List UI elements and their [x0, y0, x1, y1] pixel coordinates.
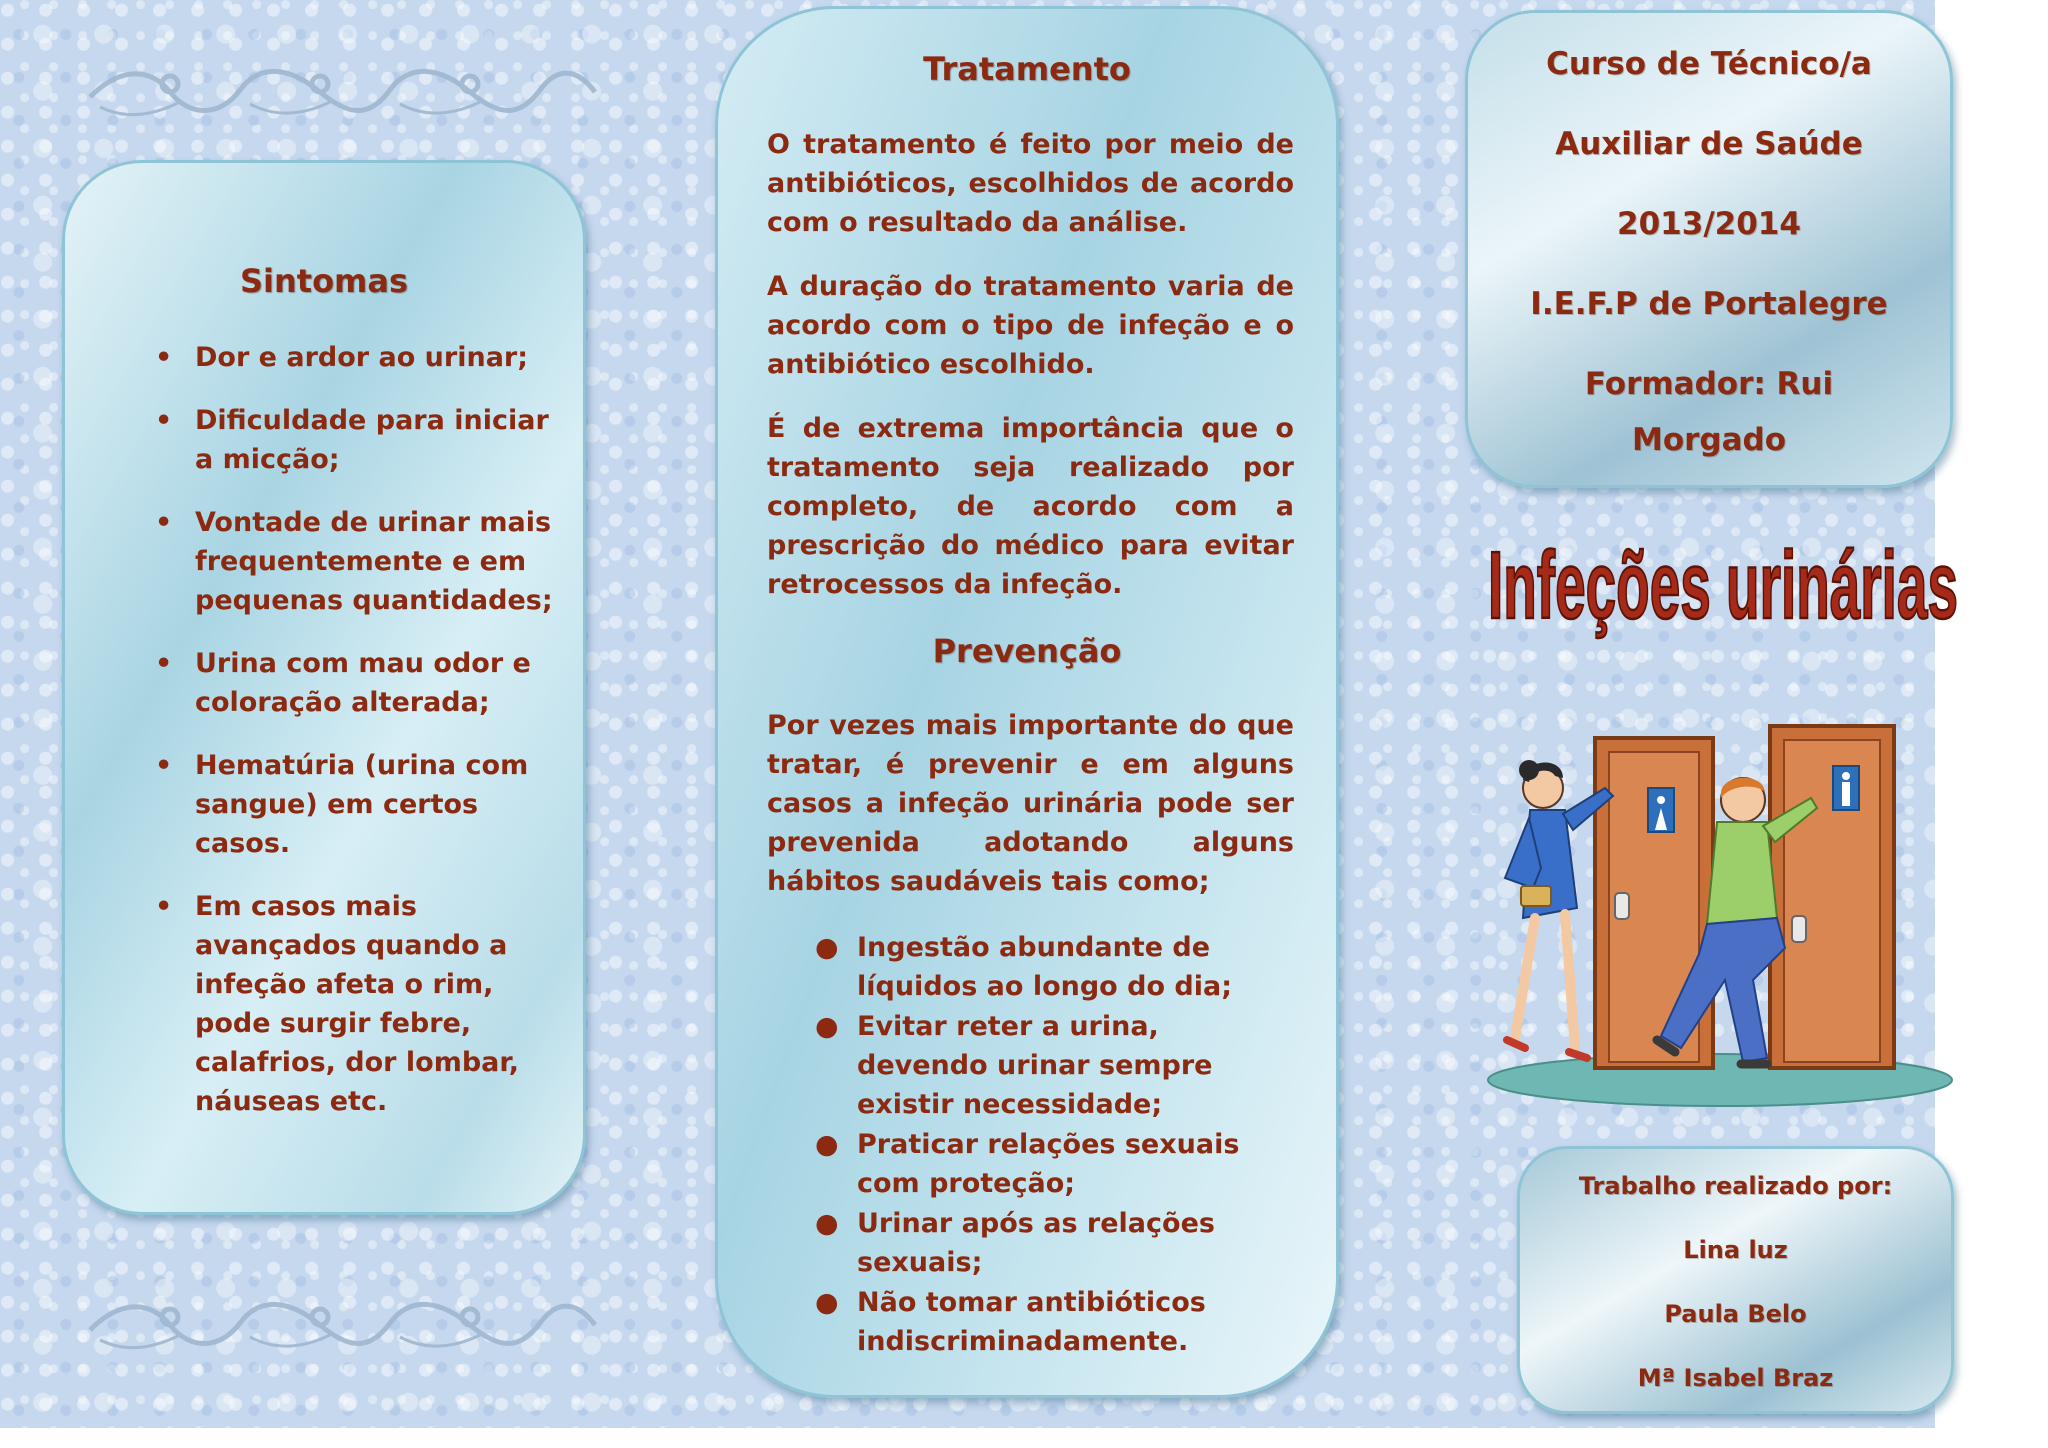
ornament-swirl-bottom-icon — [80, 1295, 600, 1355]
list-item: ● Ingestão abundante de líquidos ao longo do dia; — [815, 932, 1233, 1002]
treatment-paragraph-3: É de extrema importância que o tratamento seja realizado por completo, de acordo com a prescrição do médico para evitar retrocessos da infeção. — [767, 413, 1294, 600]
list-item: • Urina com mau odor e coloração alterada; — [155, 648, 531, 718]
course-name-line-2: Auxiliar de Saúde — [1555, 126, 1863, 162]
course-name-line-1: Curso de Técnico/a — [1546, 46, 1872, 82]
list-item: ● Evitar reter a urina, devendo urinar sempre existir necessidade; — [815, 1011, 1213, 1120]
institution: I.E.F.P de Portalegre — [1530, 286, 1888, 322]
toilet-doors-illustration-icon — [1485, 718, 1955, 1108]
trainer-line-1: Formador: Rui — [1584, 366, 1834, 402]
treatment-paragraph-2: A duração do tratamento varia de acordo com o tipo de infeção e o antibiótico escolhido. — [767, 271, 1294, 380]
author-1: Lina luz — [1683, 1236, 1788, 1264]
course-year: 2013/2014 — [1617, 206, 1801, 242]
symptoms-heading: Sintomas — [239, 262, 409, 300]
ornament-swirl-top-icon — [80, 62, 600, 122]
list-item: • Em casos mais avançados quando a infeção afeta o rim, pode surgir febre, calafrios, dor lombar, náuseas etc. — [155, 891, 519, 1117]
list-item: • Hematúria (urina com sangue) em certos casos. — [155, 750, 529, 859]
trainer-line-2: Morgado — [1631, 422, 1787, 458]
prevention-intro: Por vezes mais importante do que tratar, é prevenir e em alguns casos a infeção urinária pode ser prevenida adotando alguns hábitos saudáveis tais como; — [767, 710, 1294, 897]
list-item: • Vontade de urinar mais frequentemente e em pequenas quantidades; — [155, 507, 553, 616]
list-item: ● Praticar relações sexuais com proteção; — [815, 1129, 1240, 1199]
treatment-paragraph-1: O tratamento é feito por meio de antibióticos, escolhidos de acordo com o resultado da análise. — [767, 129, 1294, 238]
brochure-title — [1478, 500, 1968, 660]
list-item: ● Urinar após as relações sexuais; — [815, 1208, 1215, 1278]
list-item: • Dificuldade para iniciar a micção; — [155, 405, 549, 475]
title-text: Infeções urinárias — [1488, 532, 1958, 639]
list-item: • Dor e ardor ao urinar; — [155, 342, 529, 373]
treatment-heading: Tratamento — [923, 50, 1131, 88]
prevention-heading: Prevenção — [932, 632, 1122, 670]
author-3: Mª Isabel Braz — [1637, 1364, 1834, 1392]
symptoms-list — [155, 338, 565, 1121]
prevention-list — [815, 928, 1297, 1361]
author-2: Paula Belo — [1664, 1300, 1807, 1328]
credits-label: Trabalho realizado por: — [1578, 1172, 1893, 1200]
list-item: ● Não tomar antibióticos indiscriminadamente. — [815, 1287, 1206, 1357]
